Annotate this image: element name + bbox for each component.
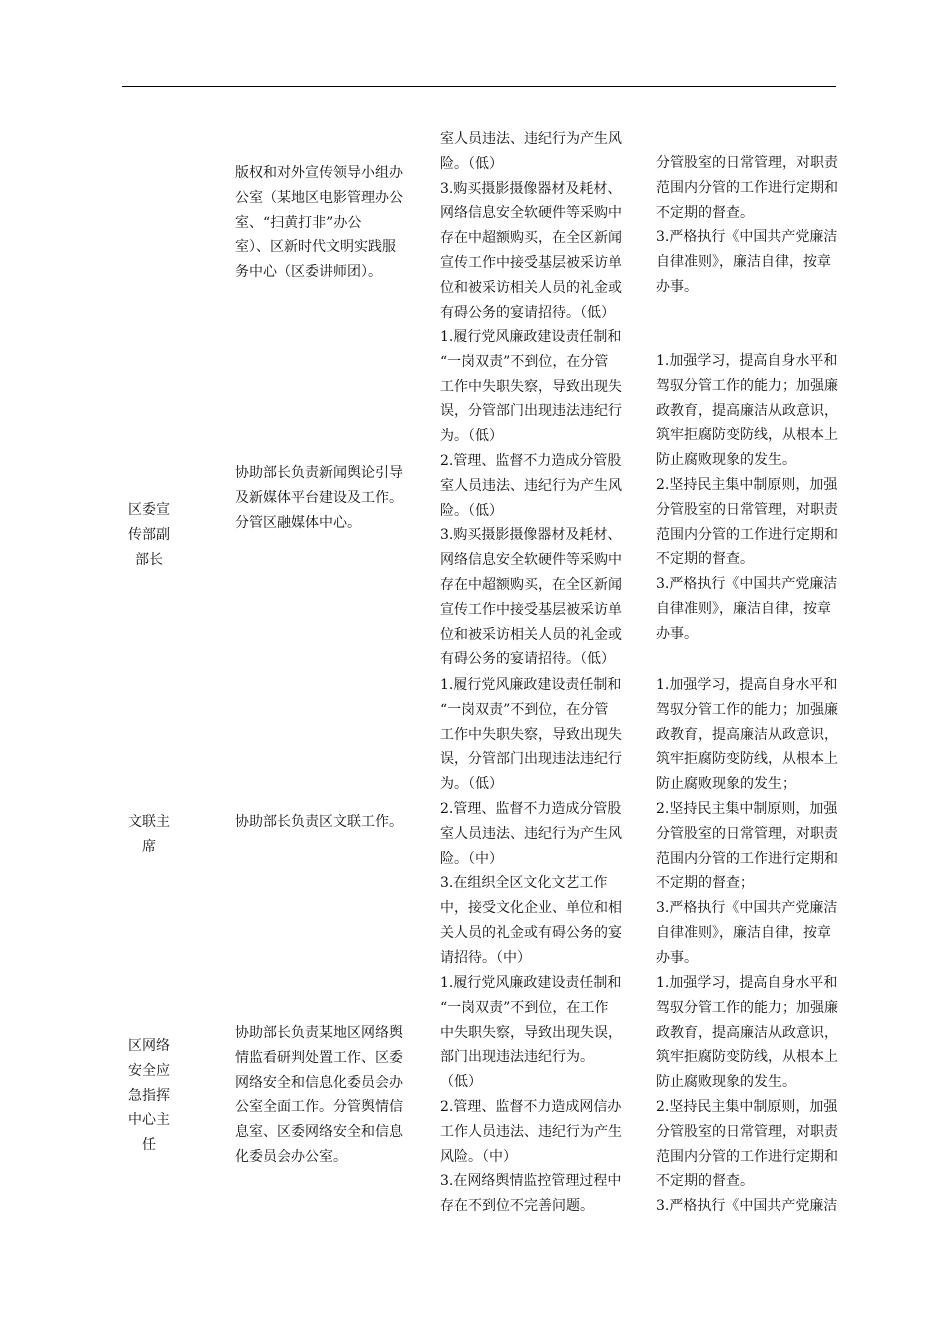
measure-cell bbox=[656, 673, 866, 971]
text-line: “一岗双责”不到位，在分管 bbox=[440, 701, 609, 718]
role-cell bbox=[114, 1034, 184, 1158]
text-line: 协助部长负责新闻舆论引导 bbox=[235, 465, 403, 481]
text-line: 误，分管部门出现违法违纪行 bbox=[440, 403, 622, 420]
text-line: 协助部长负责某地区网络舆 bbox=[235, 1025, 403, 1041]
text-line: 存在中超额购买，在全区新闻 bbox=[440, 576, 622, 593]
text-line: 险。（低） bbox=[440, 502, 503, 519]
text-line: 位和被采访相关人员的礼金或 bbox=[440, 626, 622, 643]
text-line: 筑牢拒腐防变防线，从根本上 bbox=[656, 427, 838, 444]
text-line: 情监看研判处置工作、区委 bbox=[235, 1049, 403, 1066]
text-line: 范围内分管的工作进行定期和 bbox=[656, 526, 838, 543]
text-line: 1.加强学习，提高自身水平和 bbox=[656, 677, 838, 693]
text-line: 险。（中） bbox=[440, 850, 503, 867]
text-line: 区网络 bbox=[128, 1038, 170, 1054]
text-line: 3.购买摄影摄像器材及耗材、 bbox=[440, 180, 622, 197]
header-rule bbox=[122, 86, 836, 87]
risk-cell bbox=[440, 673, 652, 971]
text-line: 误，分管部门出现违法违纪行 bbox=[440, 751, 622, 768]
text-line: 务中心（区委讲师团）。 bbox=[235, 264, 382, 281]
text-line: 分管区融媒体中心。 bbox=[235, 514, 361, 531]
text-line: 1.履行党风廉政建设责任制和 bbox=[440, 329, 622, 345]
text-line: 公室全面工作。分管舆情信 bbox=[235, 1099, 403, 1116]
text-line: 3.购买摄影摄像器材及耗材、 bbox=[440, 527, 622, 544]
text-line: 范围内分管的工作进行定期和 bbox=[656, 850, 838, 867]
text-line: 防止腐败现象的发生； bbox=[656, 776, 796, 793]
text-line: 政教育，提高廉洁从政意识， bbox=[656, 402, 838, 419]
text-line: 不定期的督查； bbox=[656, 875, 754, 892]
text-line: 范围内分管的工作进行定期和 bbox=[656, 179, 838, 196]
text-line: 范围内分管的工作进行定期和 bbox=[656, 1148, 838, 1165]
text-line: 3.在组织全区文化文艺工作 bbox=[440, 875, 608, 892]
text-line: 不定期的督查。 bbox=[656, 1173, 754, 1190]
text-line: 区委宣 bbox=[128, 502, 170, 518]
text-line: 3.在网络舆情监控管理过程中 bbox=[440, 1173, 622, 1190]
text-line: 驾驭分管工作的能力；加强廉 bbox=[656, 999, 838, 1016]
text-line: 1.加强学习，提高自身水平和 bbox=[656, 353, 838, 369]
text-line: 工作中失职失察，导致出现失 bbox=[440, 726, 622, 743]
text-line: 不定期的督查。 bbox=[656, 551, 754, 568]
text-line: 存在中超额购买，在全区新闻 bbox=[440, 230, 622, 247]
text-line: 存在不到位不完善问题。 bbox=[440, 1198, 594, 1215]
text-line: 室）、区新时代文明实践服 bbox=[235, 239, 396, 256]
text-line: 防止腐败现象的发生。 bbox=[656, 452, 796, 469]
duty-cell bbox=[235, 810, 435, 835]
text-line: 2.坚持民主集中制原则，加强 bbox=[656, 476, 838, 493]
text-line: 任 bbox=[142, 1137, 156, 1154]
risk-cell bbox=[440, 971, 652, 1219]
duty-cell bbox=[235, 161, 435, 285]
duty-cell bbox=[235, 461, 435, 535]
text-line: 自律准则》，廉洁自律，按章 bbox=[656, 924, 831, 941]
risk-cell bbox=[440, 325, 652, 672]
text-line: 工作中失职失察，导致出现失 bbox=[440, 378, 622, 395]
text-line: 版权和对外宣传领导小组办 bbox=[235, 165, 403, 181]
text-line: 部门出现违法违纪行为。 bbox=[440, 1049, 594, 1066]
text-line: 分管股室的日常管理，对职责 bbox=[656, 501, 838, 518]
text-line: 室人员违法、违纪行为产生风 bbox=[440, 477, 622, 494]
measure-cell bbox=[656, 349, 866, 647]
text-line: “一岗双责”不到位，在工作 bbox=[440, 999, 609, 1016]
text-line: 2.管理、监督不力造成分管股 bbox=[440, 800, 622, 817]
text-line: 工作人员违法、违纪行为产生 bbox=[440, 1123, 622, 1140]
text-line: 位和被采访相关人员的礼金或 bbox=[440, 279, 622, 296]
text-line: 中失职失察，导致出现失误， bbox=[440, 1024, 622, 1041]
text-line: 室人员违法、违纪行为产生风 bbox=[440, 825, 622, 842]
text-line: 不定期的督查。 bbox=[656, 204, 754, 221]
text-line: 急指挥 bbox=[128, 1087, 170, 1104]
text-line: 1.加强学习，提高自身水平和 bbox=[656, 975, 838, 991]
text-line: 3.严格执行《中国共产党廉洁 bbox=[656, 229, 838, 246]
text-line: 3.严格执行《中国共产党廉洁 bbox=[656, 900, 838, 917]
text-line: 中，接受文化企业、单位和相 bbox=[440, 900, 622, 917]
text-line: 部长 bbox=[135, 551, 163, 568]
role-cell bbox=[114, 498, 184, 572]
text-line: 险。（低） bbox=[440, 155, 503, 172]
measure-cell bbox=[656, 971, 866, 1219]
text-line: 有碍公务的宴请招待。（低） bbox=[440, 304, 615, 321]
text-line: 3.严格执行《中国共产党廉洁 bbox=[656, 1198, 838, 1215]
text-line: 自律准则》，廉洁自律，按章 bbox=[656, 600, 831, 617]
text-line: 为。（低） bbox=[440, 776, 503, 793]
text-line: 自律准则》，廉洁自律，按章 bbox=[656, 254, 831, 271]
text-line: 2.坚持民主集中制原则，加强 bbox=[656, 1098, 838, 1115]
text-line: 关人员的礼金或有碍公务的宴 bbox=[440, 924, 622, 941]
text-line: 分管股室的日常管理，对职责 bbox=[656, 1123, 838, 1140]
role-cell bbox=[114, 810, 184, 860]
text-line: 防止腐败现象的发生。 bbox=[656, 1074, 796, 1091]
text-line: 室人员违法、违纪行为产生风 bbox=[440, 131, 622, 147]
text-line: 席 bbox=[142, 838, 156, 855]
text-line: 息室、区委网络安全和信息 bbox=[235, 1124, 403, 1141]
text-line: 政教育，提高廉洁从政意识， bbox=[656, 1024, 838, 1041]
text-line: 公室（某地区电影管理办公 bbox=[235, 189, 403, 206]
text-line: 为。（低） bbox=[440, 428, 503, 445]
text-line: 请招待。（中） bbox=[440, 949, 531, 966]
text-line: 安全应 bbox=[128, 1062, 170, 1079]
text-line: 2.坚持民主集中制原则，加强 bbox=[656, 800, 838, 817]
text-line: 化委员会办公室。 bbox=[235, 1148, 347, 1165]
text-line: 中心主 bbox=[128, 1112, 170, 1129]
text-line: 1.履行党风廉政建设责任制和 bbox=[440, 677, 622, 693]
text-line: 办事。 bbox=[656, 625, 698, 642]
measure-cell bbox=[656, 151, 866, 300]
risk-cell bbox=[440, 127, 652, 325]
text-line: 1.履行党风廉政建设责任制和 bbox=[440, 975, 622, 991]
text-line: 办事。 bbox=[656, 278, 698, 295]
text-line: 文联主 bbox=[128, 814, 170, 830]
text-line: 传部副 bbox=[128, 526, 170, 543]
text-line: 有碍公务的宴请招待。（低） bbox=[440, 651, 615, 668]
text-line: 宣传工作中接受基层被采访单 bbox=[440, 254, 622, 271]
text-line: 网络安全和信息化委员会办 bbox=[235, 1074, 403, 1091]
text-line: （低） bbox=[440, 1074, 482, 1091]
text-line: 2.管理、监督不力造成网信办 bbox=[440, 1098, 622, 1115]
text-line: 网络信息安全软硬件等采购中 bbox=[440, 552, 622, 569]
text-line: 2.管理、监督不力造成分管股 bbox=[440, 452, 622, 469]
text-line: 驾驭分管工作的能力；加强廉 bbox=[656, 377, 838, 394]
text-line: 网络信息安全软硬件等采购中 bbox=[440, 205, 622, 222]
text-line: 分管股室的日常管理，对职责 bbox=[656, 825, 838, 842]
text-line: 驾驭分管工作的能力；加强廉 bbox=[656, 701, 838, 718]
text-line: 及新媒体平台建设及工作。 bbox=[235, 489, 403, 506]
text-line: 风险。（中） bbox=[440, 1148, 517, 1165]
text-line: 宣传工作中接受基层被采访单 bbox=[440, 601, 622, 618]
text-line: 协助部长负责区文联工作。 bbox=[235, 814, 403, 830]
duty-cell bbox=[235, 1021, 435, 1170]
text-line: 3.严格执行《中国共产党廉洁 bbox=[656, 576, 838, 593]
text-line: 筑牢拒腐防变防线，从根本上 bbox=[656, 1049, 838, 1066]
text-line: 办事。 bbox=[656, 949, 698, 966]
text-line: 分管股室的日常管理，对职责 bbox=[656, 155, 838, 171]
text-line: 政教育，提高廉洁从政意识， bbox=[656, 726, 838, 743]
text-line: 筑牢拒腐防变防线，从根本上 bbox=[656, 751, 838, 768]
text-line: 室、“扫黄打非”办公 bbox=[235, 214, 362, 231]
text-line: “一岗双责”不到位，在分管 bbox=[440, 353, 609, 370]
